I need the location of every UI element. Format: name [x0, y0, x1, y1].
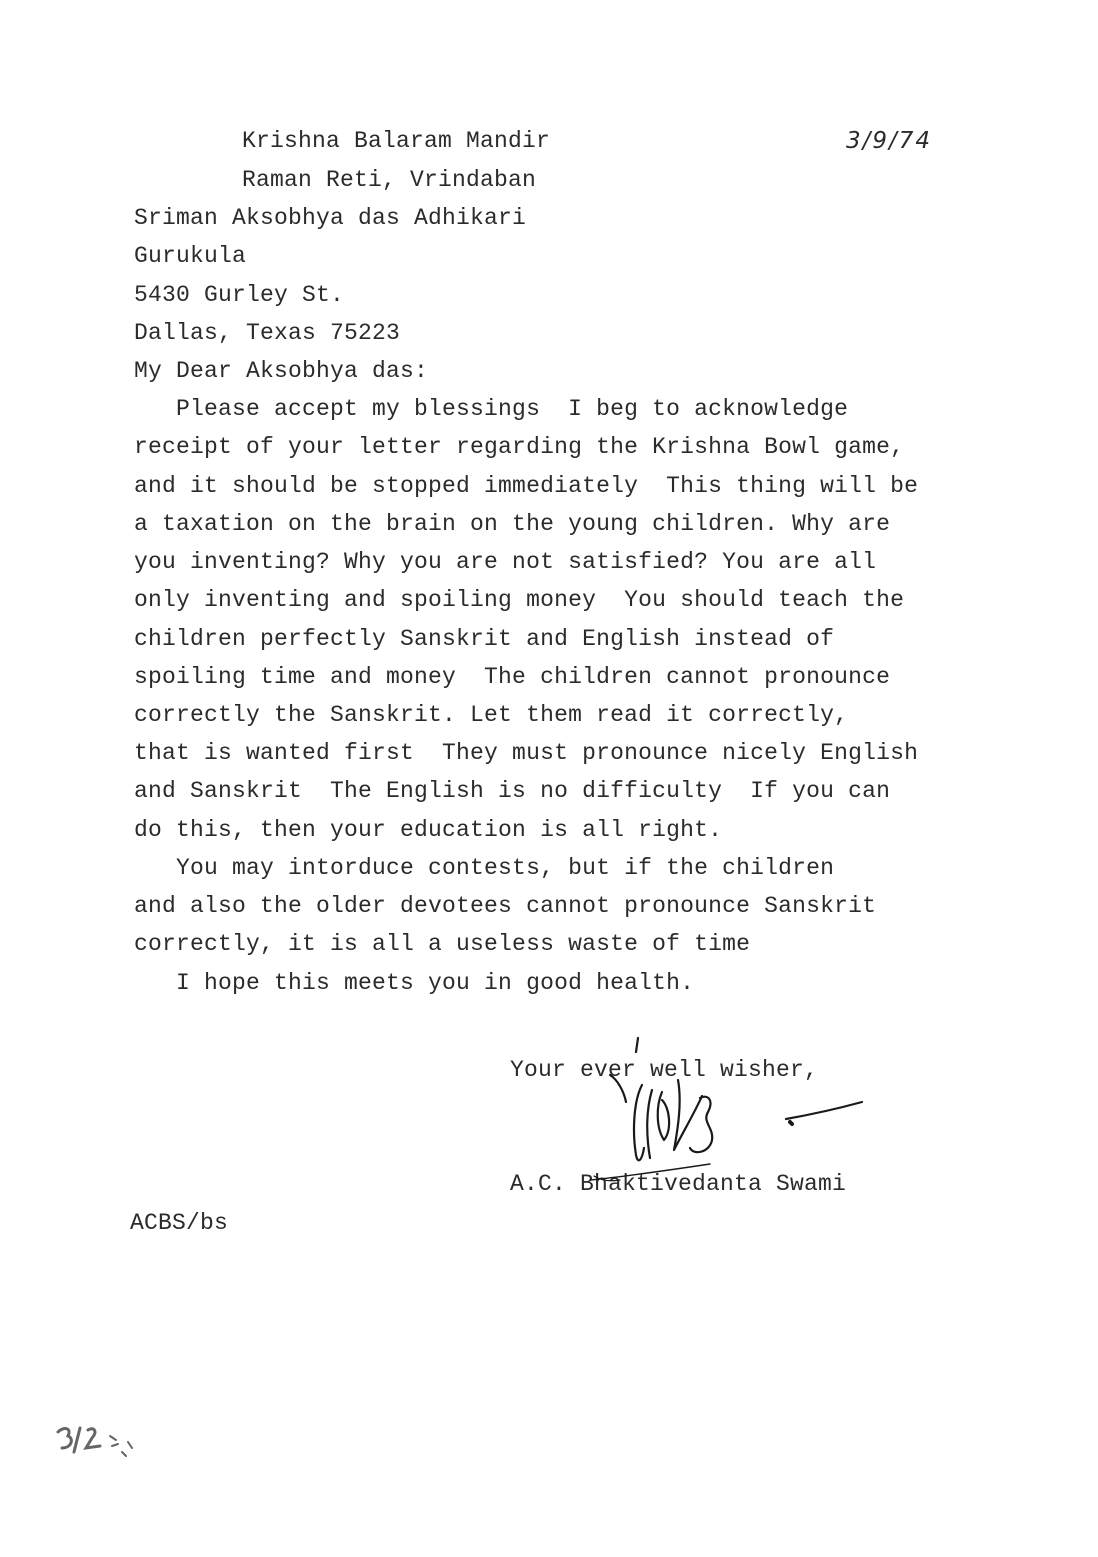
letterhead-line-1: Krishna Balaram Mandir — [242, 128, 551, 154]
body-line: only inventing and spoiling money You should teach the — [134, 587, 905, 613]
body-line: correctly the Sanskrit. Let them read it correctly, — [134, 702, 849, 728]
body-line: a taxation on the brain on the young children. Why are — [134, 511, 891, 537]
body-line: receipt of your letter regarding the Krishna Bowl game, — [134, 434, 905, 460]
recipient-street: 5430 Gurley St. — [134, 282, 345, 308]
letterhead-line-2: Raman Reti, Vrindaban — [242, 167, 537, 193]
body-line: you inventing? Why you are not satisfied? You are all — [134, 549, 877, 575]
body-line: do this, then your education is all right. — [134, 817, 723, 843]
body-line: Please accept my blessings I beg to acknowledge — [134, 396, 849, 422]
body-line: children perfectly Sanskrit and English instead of — [134, 626, 835, 652]
signatory-name: A.C. Bhaktivedanta Swami — [510, 1171, 847, 1197]
recipient-city: Dallas, Texas 75223 — [134, 320, 401, 346]
body-line: spoiling time and money The children cannot pronounce — [134, 664, 891, 690]
recipient-name: Sriman Aksobhya das Adhikari — [134, 205, 527, 231]
reference-initials: ACBS/bs — [130, 1210, 229, 1236]
handwritten-signature — [590, 1030, 900, 1220]
body-line: that is wanted first They must pronounce nicely English — [134, 740, 919, 766]
body-line: and also the older devotees cannot pronounce Sanskrit — [134, 893, 877, 919]
salutation: My Dear Aksobhya das: — [134, 358, 429, 384]
body-line: You may intorduce contests, but if the children — [134, 855, 835, 881]
recipient-org: Gurukula — [134, 243, 247, 269]
body-line: and Sanskrit The English is no difficulty If you can — [134, 778, 891, 804]
body-line: correctly, it is all a useless waste of time — [134, 931, 751, 957]
archive-mark — [52, 1418, 152, 1468]
body-line: and it should be stopped immediately This thing will be — [134, 473, 919, 499]
valediction: Your ever well wisher, — [510, 1057, 819, 1083]
letter-date: 3/9/74 — [846, 128, 933, 154]
body-line: I hope this meets you in good health. — [134, 970, 695, 996]
